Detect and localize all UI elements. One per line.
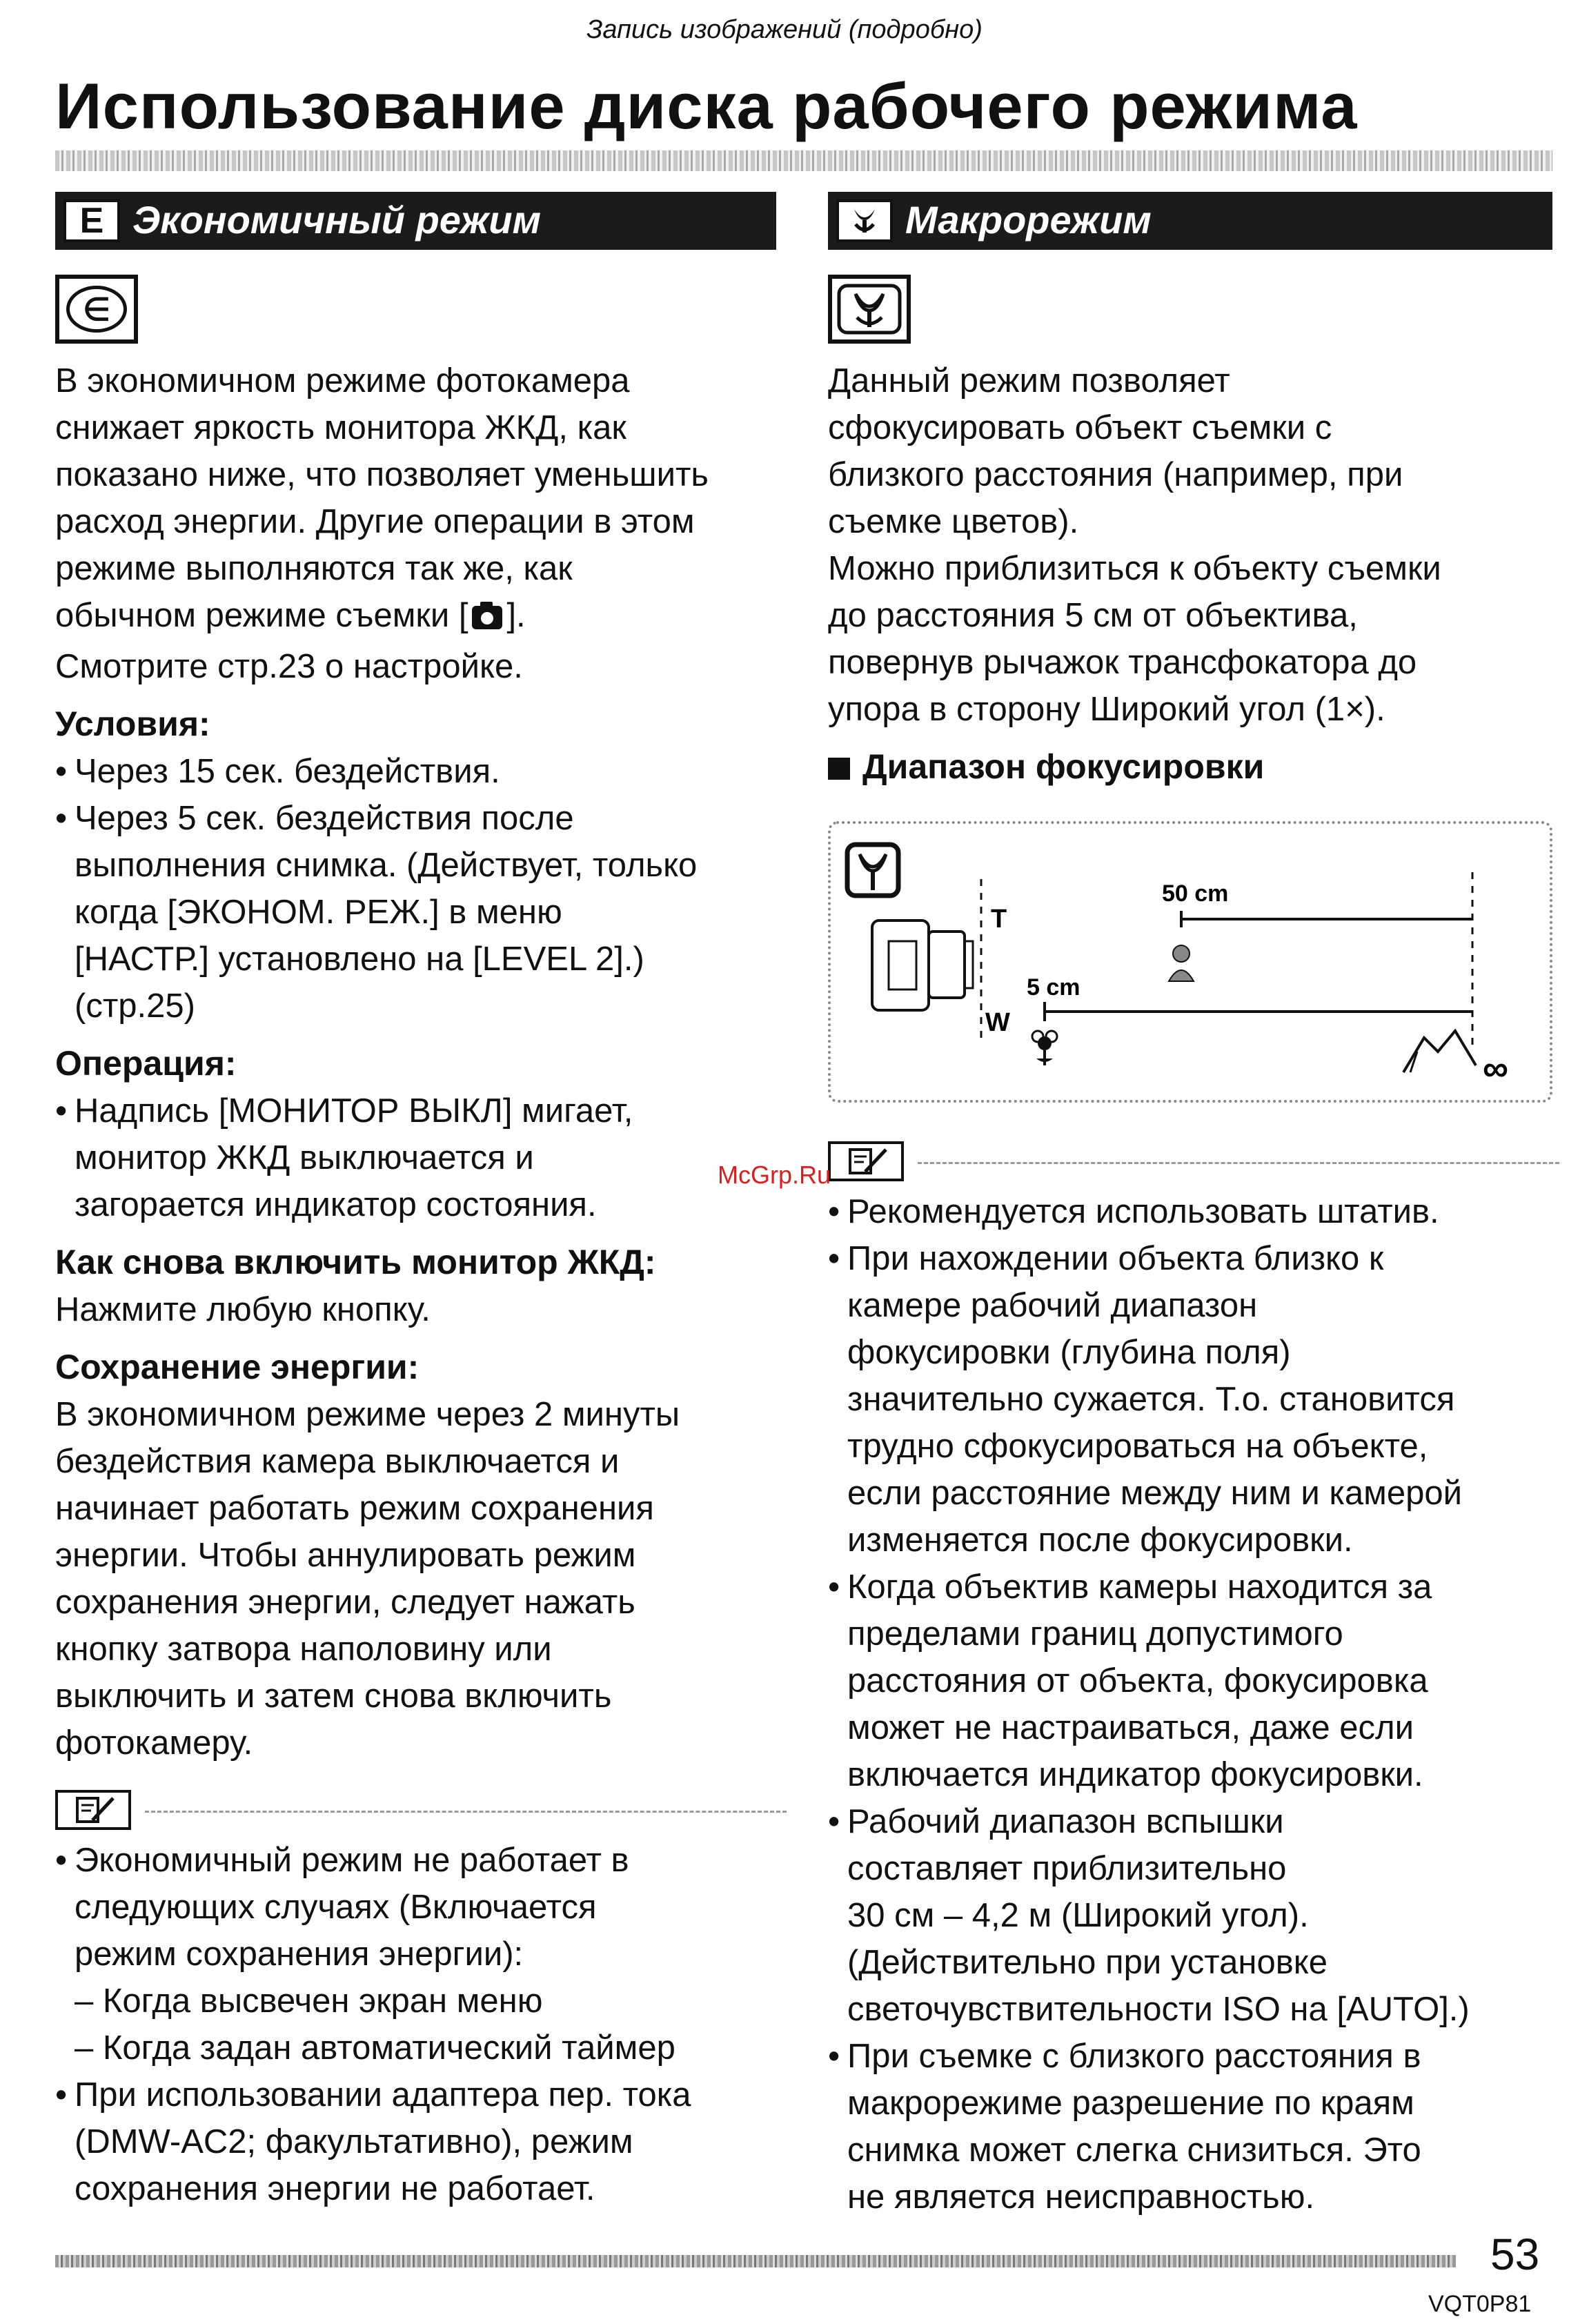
- wide-distance: 5 cm: [1027, 974, 1080, 1001]
- economy-badge: E: [63, 199, 120, 242]
- restore-text: Нажмите любую кнопку.: [55, 1291, 431, 1328]
- save-line: фотокамеру.: [55, 1724, 253, 1762]
- save-line: энергии. Чтобы аннулировать режим: [55, 1537, 636, 1574]
- list-item-line: светочувствительности ISO на [AUTO].): [847, 1991, 1470, 2028]
- list-item-line: следующих случаях (Включается: [75, 1889, 597, 1926]
- intro-line: В экономичном режиме фотокамера: [55, 362, 630, 400]
- list-item-line: не является неисправностью.: [847, 2178, 1315, 2216]
- intro-line: расход энергии. Другие операции в этом: [55, 503, 695, 540]
- list-item-line: загорается индикатор состояния.: [75, 1186, 597, 1223]
- wide-label: W: [985, 1008, 1010, 1037]
- intro-line: снижает яркость монитора ЖКД, как: [55, 409, 626, 446]
- list-item: [828, 1235, 1559, 1564]
- list-item-line: (Действительно при установке: [847, 1944, 1328, 1981]
- page-title: Использование диска рабочего режима: [55, 70, 1358, 142]
- list-item-line: (стр.25): [75, 987, 195, 1025]
- square-bullet-icon: [828, 758, 850, 780]
- intro-line: режиме выполняются так же, как: [55, 550, 573, 587]
- camera-side-icon: [872, 920, 973, 1010]
- list-item: • Через 15 сек. бездействия.: [55, 748, 787, 795]
- list-item-line: • Рабочий диапазон вспышки: [847, 1803, 1284, 1840]
- save-line: В экономичном режиме через 2 минуты: [55, 1396, 680, 1433]
- intro-line: Смотрите стр.23 о настройке.: [55, 648, 523, 685]
- list-item-line: пределами границ допустимого: [847, 1615, 1343, 1653]
- list-item-line: – Когда высвечен экран меню: [75, 1982, 543, 2020]
- list-item-line: макрорежиме разрешение по краям: [847, 2085, 1414, 2122]
- list-item-line: когда [ЭКОНОМ. РЕЖ.] в меню: [75, 894, 562, 931]
- list-item: [828, 1798, 1559, 2033]
- economy-body: [55, 357, 787, 2212]
- intro-line-text: обычном режиме съемки [: [55, 597, 468, 634]
- footer-rule: [55, 2255, 1456, 2267]
- e-mode-icon: ∈: [55, 275, 138, 344]
- note-dashed-line: [918, 1162, 1559, 1164]
- list-item: [55, 1087, 787, 1228]
- title-rule: [55, 150, 1552, 171]
- list-item-line: трудно сфокусироваться на объекте,: [847, 1428, 1428, 1465]
- list-item-line: значительно сужается. Т.о. становится: [847, 1381, 1455, 1418]
- list-item-line: изменяется после фокусировки.: [847, 1522, 1353, 1559]
- running-title: Запись изображений (подробно): [586, 15, 983, 44]
- note-dashed-line: [145, 1811, 787, 1813]
- list-item-line: монитор ЖКД выключается и: [75, 1139, 534, 1176]
- flower-icon: [840, 202, 889, 237]
- list-item-line: • Когда объектив камеры находится за: [847, 1568, 1432, 1606]
- tele-distance: 50 cm: [1162, 880, 1229, 907]
- economy-section-header: [55, 192, 776, 250]
- list-item-line: камере рабочий диапазон: [847, 1287, 1258, 1324]
- list-item-line: снимка может слегка снизиться. Это: [847, 2131, 1421, 2169]
- restore-heading: Как снова включить монитор ЖКД:: [55, 1243, 656, 1281]
- list-item: [55, 1837, 787, 2071]
- intro-line: упора в сторону Широкий угол (1×).: [828, 691, 1385, 728]
- save-line: выключить и затем снова включить: [55, 1677, 612, 1715]
- list-item-line: • При съемке с близкого расстояния в: [847, 2038, 1421, 2075]
- macro-section-header: [828, 192, 1552, 250]
- list-item-line: • Надпись [МОНИТОР ВЫКЛ] мигает,: [75, 1092, 633, 1130]
- list-item-line: • Экономичный режим не работает в: [75, 1842, 629, 1879]
- macro-icon: [847, 845, 898, 896]
- watermark: McGrp.Ru: [718, 1161, 831, 1189]
- focus-range-diagram: [828, 821, 1552, 1103]
- camera-icon: [471, 596, 504, 643]
- person-icon: [1169, 945, 1194, 981]
- macro-section-title: Макрорежим: [905, 198, 1152, 242]
- list-item-line: фокусировки (глубина поля): [847, 1334, 1291, 1371]
- mountain-icon: [1403, 1031, 1476, 1072]
- macro-body: [828, 357, 1559, 791]
- operation-list: [55, 1087, 787, 1228]
- list-item-line: • Через 5 сек. бездействия после: [75, 800, 574, 837]
- save-line: сохранения энергии, следует нажать: [55, 1584, 635, 1621]
- intro-line: съемке цветов).: [828, 503, 1079, 540]
- note-divider: [828, 1137, 1559, 1185]
- conditions-heading: Условия:: [55, 705, 210, 743]
- save-line: бездействия камера выключается и: [55, 1443, 620, 1480]
- document-code: VQT0P81: [1428, 2291, 1532, 2317]
- list-item-line: 30 см – 4,2 м (Широкий угол).: [847, 1897, 1309, 1934]
- save-line: кнопку затвора наполовину или: [55, 1631, 552, 1668]
- economy-notes: [55, 1837, 787, 2212]
- list-item-line: (DMW-AC2; факультативно), режим: [75, 2123, 633, 2160]
- list-item-line: расстояния от объекта, фокусировка: [847, 1662, 1428, 1700]
- intro-line: [55, 592, 787, 643]
- list-item-line: – Когда задан автоматический таймер: [75, 2029, 675, 2067]
- note-divider: [55, 1786, 787, 1834]
- macro-badge: [836, 199, 893, 242]
- list-item: [55, 795, 787, 1030]
- list-item-line: составляет приблизительно: [847, 1850, 1287, 1887]
- list-item-line: может не настраиваться, даже если: [847, 1709, 1414, 1746]
- intro-line: Данный режим позволяет: [828, 362, 1230, 400]
- macro-notes: [828, 1188, 1559, 2220]
- list-item: • Рекомендуется использовать штатив.: [828, 1188, 1559, 1235]
- page-number: 53: [1490, 2229, 1540, 2279]
- macro-notes-block: [828, 1137, 1559, 2220]
- list-item-line: включается индикатор фокусировки.: [847, 1756, 1423, 1793]
- list-item: [828, 2033, 1559, 2220]
- economy-section-title: Экономичный режим: [132, 198, 542, 242]
- intro-line: Можно приблизиться к объекту съемки: [828, 550, 1441, 587]
- save-line: начинает работать режим сохранения: [55, 1490, 654, 1527]
- list-item-line: режим сохранения энергии):: [75, 1936, 524, 1973]
- list-item-line: • При нахождении объекта близко к: [847, 1240, 1384, 1277]
- infinity-symbol: ∞: [1483, 1049, 1509, 1089]
- operation-heading: Операция:: [55, 1044, 237, 1083]
- intro-line: до расстояния 5 см от объектива,: [828, 597, 1358, 634]
- intro-line-text: ].: [506, 597, 526, 634]
- list-item-line: выполнения снимка. (Действует, только: [75, 847, 698, 884]
- range-heading: [828, 742, 1559, 791]
- conditions-list: [55, 748, 787, 1030]
- list-item-line: сохранения энергии не работает.: [75, 2170, 595, 2207]
- intro-line: повернув рычажок трансфокатора до: [828, 644, 1417, 681]
- intro-line: показано ниже, что позволяет уменьшить: [55, 456, 709, 493]
- tele-label: T: [991, 905, 1007, 934]
- intro-line: близкого расстояния (например, при: [828, 456, 1403, 493]
- list-item-line: [НАСТР.] установлено на [LEVEL 2].): [75, 941, 644, 978]
- list-item-line: если расстояние между ним и камерой: [847, 1475, 1462, 1512]
- flower-icon: [832, 279, 907, 339]
- list-item: [828, 1564, 1559, 1798]
- list-item-line: • При использовании адаптера пер. тока: [75, 2076, 691, 2114]
- note-icon: [55, 1790, 131, 1830]
- save-heading: Сохранение энергии:: [55, 1348, 420, 1386]
- intro-line: сфокусировать объект съемки с: [828, 409, 1332, 446]
- macro-mode-icon: [828, 275, 911, 344]
- range-title: Диапазон фокусировки: [862, 747, 1265, 786]
- diagram-drawing: [831, 824, 1550, 1100]
- note-icon: [828, 1141, 904, 1181]
- flower-icon: [1032, 1031, 1057, 1065]
- list-item: [55, 2071, 787, 2212]
